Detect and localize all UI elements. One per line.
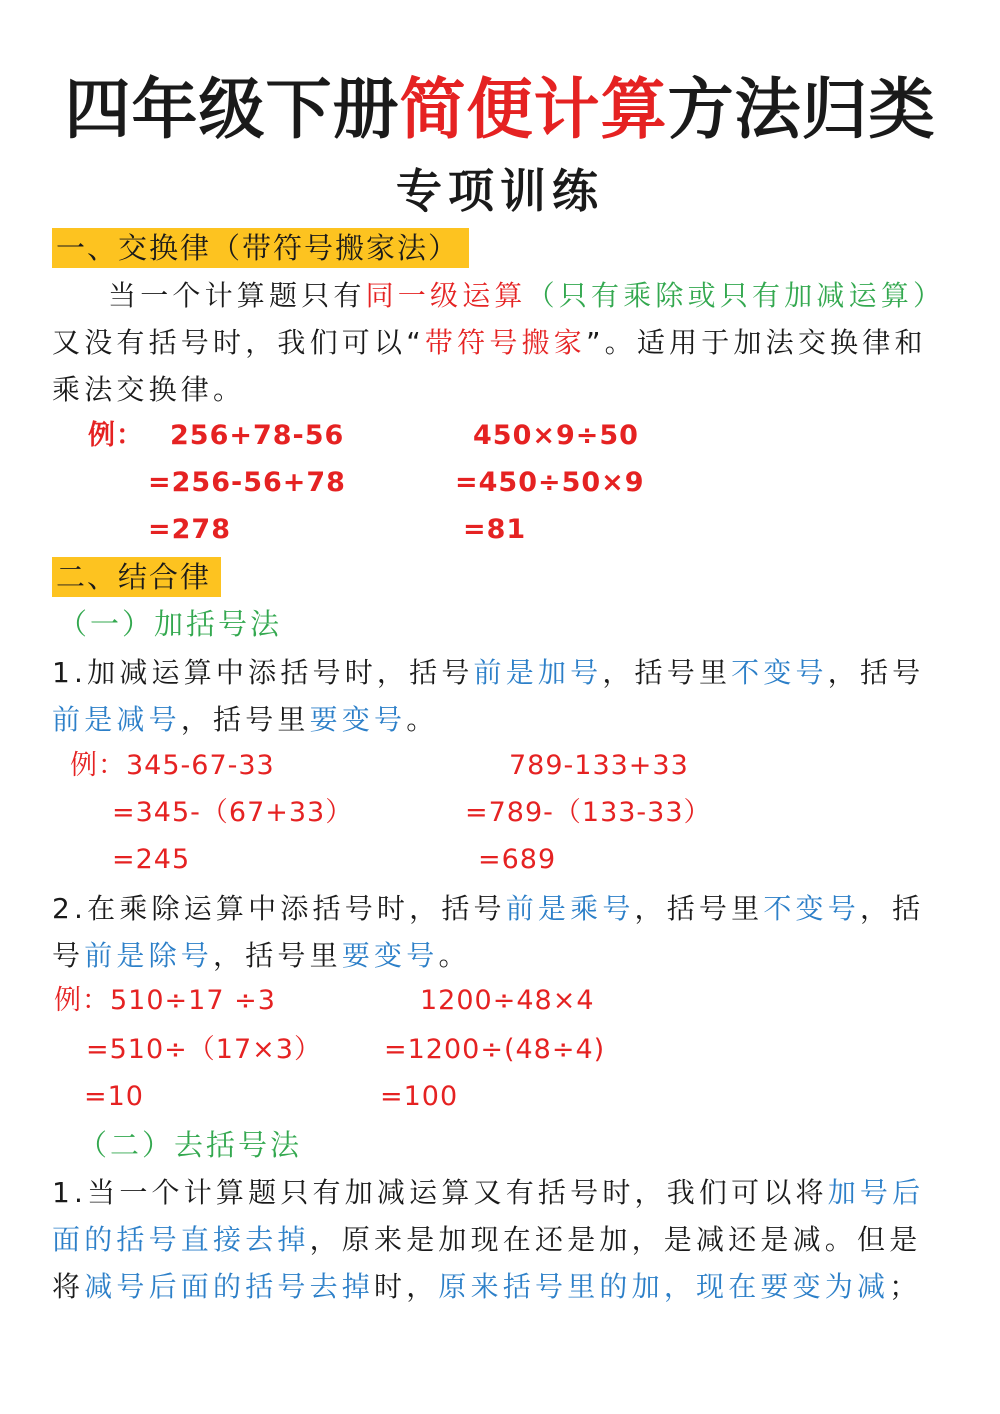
text: 。 (438, 939, 471, 972)
text: ”。适用于加法交换律和乘法交换律。 (52, 326, 927, 406)
highlight-blue: 前是除号 (84, 939, 214, 972)
example-b-line3: =689 (478, 844, 557, 875)
text: ，括号里 (180, 703, 310, 736)
example-d-line1: 1200÷48×4 (420, 985, 595, 1016)
text: 2.在乘除运算中添括号时，括号 (52, 892, 506, 925)
highlight-blue: 要变号 (341, 939, 439, 972)
subsection1-heading: （一）加括号法 (58, 607, 283, 641)
example-c-line1: 例：510÷17 ÷3 (54, 985, 276, 1016)
highlight-blue: 原来括号里的加，现在要变为减 (438, 1270, 890, 1303)
example-a-line2: =345-（67+33） (112, 797, 354, 828)
text: ，括号里 (602, 656, 732, 689)
title-part2: 方法归类 (667, 71, 936, 148)
subsection2-heading: （二）去括号法 (78, 1128, 303, 1162)
page-title (0, 68, 1000, 152)
example-d-line3: =100 (380, 1081, 459, 1112)
highlight-blue: 前是乘号 (505, 892, 635, 925)
rule3-paragraph (52, 1169, 948, 1310)
rule2-paragraph (52, 885, 948, 979)
example-label: 例： (88, 420, 144, 451)
example2-line2: =450÷50×9 (455, 467, 645, 498)
section1-heading: 一、交换律（带符号搬家法） (52, 228, 469, 268)
highlight-red: 同一级运算 (365, 279, 527, 312)
text: ，括号里 (213, 939, 342, 972)
rule1-paragraph (52, 649, 948, 743)
title-highlight: 简便计算 (399, 71, 668, 148)
text: 1.当一个计算题只有加减运算又有括号时，我们可以将 (52, 1176, 828, 1209)
section2-heading: 二、结合律 (52, 557, 221, 597)
example-c-line2: =510÷（17×3） (86, 1034, 322, 1065)
highlight-red: 带符号搬家 (424, 326, 586, 359)
text: ，括号里 (634, 892, 764, 925)
text: 。 (406, 703, 439, 736)
example-d-line2: =1200÷(48÷4) (384, 1034, 606, 1065)
text: ，括号 (827, 656, 925, 689)
example2-line1: 450×9÷50 (473, 420, 639, 451)
text: ，原来是加现在还是加，是减还是减。但是将 (52, 1223, 922, 1303)
highlight-blue: 不变号 (731, 656, 828, 689)
example1-line2: =256-56+78 (148, 467, 346, 498)
example1-line3: =278 (148, 514, 231, 545)
highlight-blue: 要变号 (309, 703, 407, 736)
title-part1: 四年级下册 (64, 71, 400, 148)
text: 当一个计算题只有 (108, 279, 366, 312)
example-c-line3: =10 (84, 1081, 144, 1112)
example-a-line1: 例：345-67-33 (70, 750, 275, 781)
section1-paragraph (52, 272, 948, 413)
example1-line1: 256+78-56 (170, 420, 345, 451)
example2-line3: =81 (463, 514, 527, 545)
text: ，括号 (52, 892, 925, 972)
text: 又没有括号时，我们可以“ (52, 326, 425, 359)
text: 时， (374, 1270, 439, 1303)
example-b-line1: 789-133+33 (509, 750, 689, 781)
highlight-blue: 前是减号 (52, 703, 181, 736)
highlight-green: （只有乘除或只有加减运算） (526, 279, 946, 312)
highlight-blue: 加号后面的括号直接去掉 (52, 1176, 925, 1256)
page-subtitle: 专项训练 (396, 164, 604, 218)
highlight-blue: 不变号 (763, 892, 860, 925)
example-a-line3: =245 (112, 844, 191, 875)
text: ； (889, 1270, 922, 1303)
highlight-blue: 减号后面的括号去掉 (84, 1270, 375, 1303)
text: 1.加减运算中添括号时，括号 (52, 656, 474, 689)
example-b-line2: =789-（133-33） (465, 797, 712, 828)
highlight-blue: 前是加号 (473, 656, 603, 689)
